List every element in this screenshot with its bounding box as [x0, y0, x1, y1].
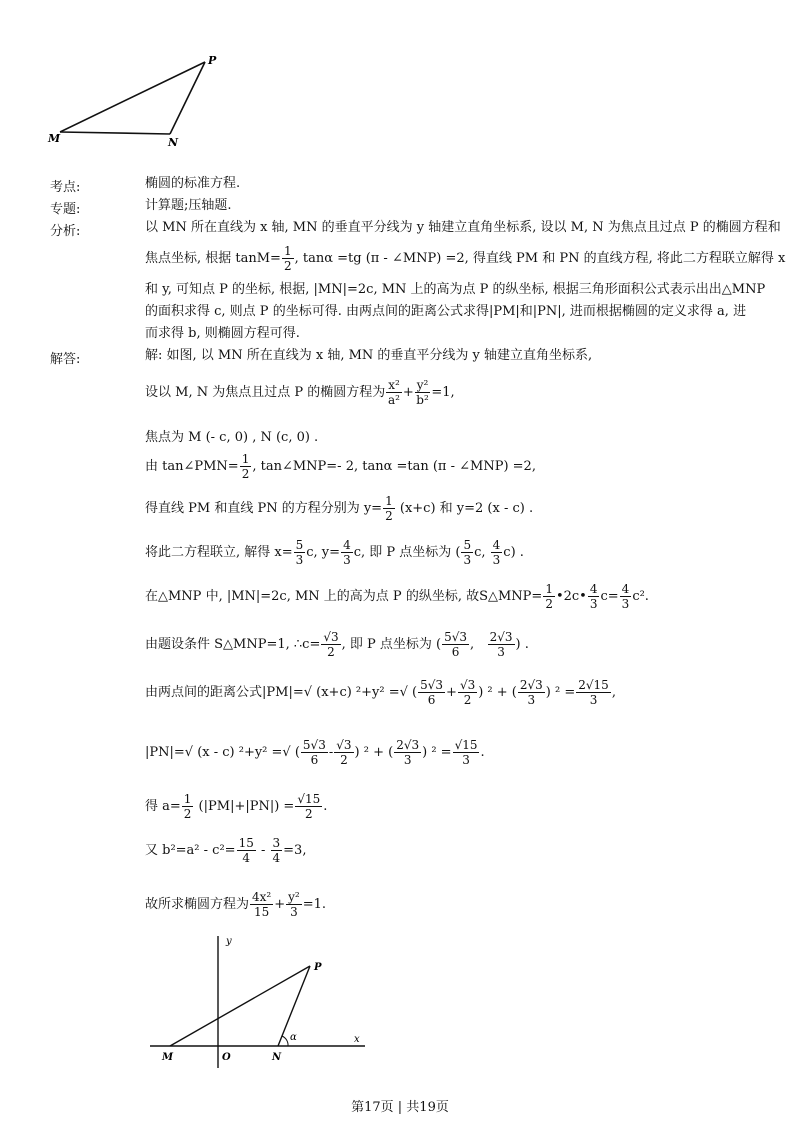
side-mn [60, 132, 170, 134]
solution-line-10: |PN|=√ (x - c) ²+y² =√ ( $\frac{5√3}{6}$ - $\frac{√3}{2}$ ) ² + ( $\frac{2√3}{3}$ ) ² = $\frac{√15}{3}$ . [145, 738, 485, 767]
frac-half: $\frac{1}{2}$ [283, 244, 292, 273]
analysis-line-3: 和 y, 可知点 P 的坐标, 根据, |MN|=2c, MN 上的高为点 P 的纵坐标, 根据三角形面积公式表示出出△MNP [145, 282, 766, 297]
label-n: N [272, 1052, 282, 1063]
solution-line-3: 焦点为 M (- c, 0) , N (c, 0) . [145, 430, 319, 445]
solution-line-8: 由题设条件 S△MNP=1, ∴c= $\frac{√3}{2}$ , 即 P 点坐标为 ( $\frac{5√3}{6}$ , $\frac{2√3}{3}$ ) . [145, 630, 529, 659]
label-alpha: α [290, 1032, 297, 1043]
label-p: P [208, 54, 217, 67]
label-n: N [168, 136, 179, 149]
label-zhuanti: 专题: [50, 202, 81, 217]
side-np [170, 62, 205, 134]
page-footer: 第17页 | 共19页 [351, 1100, 449, 1115]
bottom-coordinate-figure [140, 928, 380, 1073]
label-jieda: 解答: [50, 352, 81, 367]
angle-arc [282, 1036, 288, 1046]
analysis-line-2 [145, 244, 785, 273]
label-fenxi: 分析: [50, 224, 81, 239]
label-kaodian: 考点: [50, 180, 81, 195]
analysis-line-1: 以 MN 所在直线为 x 轴, MN 的垂直平分线为 y 轴建立直角坐标系, 设以 M, N 为焦点且过点 P 的椭圆方程和 [145, 220, 781, 235]
analysis-line-4: 的面积求得 c, 则点 P 的坐标可得. 由两点间的距离公式求得|PM|和|PN|, 进而根据椭圆的定义求得 a, 进 [145, 304, 747, 319]
label-x: x [354, 1034, 360, 1045]
label-m: M [48, 132, 61, 145]
analysis-l2a: 焦点坐标, 根据 tanM= [145, 251, 281, 266]
solution-line-1: 解: 如图, 以 MN 所在直线为 x 轴, MN 的垂直平分线为 y 轴建立直角坐标系, [145, 348, 593, 363]
top-triangle-figure [40, 50, 240, 150]
solution-line-6: 将此二方程联立, 解得 x= $\frac{5}{3}$ c, y= $\frac{4}{3}$ c, 即 P 点坐标为 ( $\frac{5}{3}$ c, $\frac{4}{3}$ c) . [145, 538, 524, 567]
solution-line-13: 故所求椭圆方程为 $\frac{\text{4x²}}{15}$ + $\frac{\text{y²}}{3}$ =1. [145, 890, 327, 919]
zhuanti-text: 计算题;压轴题. [145, 198, 232, 213]
label-p: P [314, 962, 322, 973]
solution-line-2: 设以 M, N 为焦点且过点 P 的椭圆方程为 $\frac{\text{x²}}{\text{a²}}$ + $\frac{\text{y²}}{\text{b²}}$ =1, [145, 378, 455, 407]
solution-line-11: 得 a= $\frac{1}{2}$ (|PM|+|PN|) = $\frac{√15}{2}$ . [145, 792, 328, 821]
solution-line-12: 又 b²=a² - c²= $\frac{15}{4}$ - $\frac{3}{4}$ =3, [145, 836, 307, 865]
label-y: y [226, 936, 232, 947]
label-m: M [162, 1052, 174, 1063]
analysis-l2b: , tanα =tg (π - ∠MNP) =2, 得直线 PM 和 PN 的直线方程, 将此二方程联立解得 x [294, 251, 786, 266]
analysis-line-5: 而求得 b, 则椭圆方程可得. [145, 326, 300, 341]
kaodian-text: 椭圆的标准方程. [145, 176, 241, 191]
side-mp [60, 62, 205, 132]
solution-line-7: 在△MNP 中, |MN|=2c, MN 上的高为点 P 的纵坐标, 故S△MNP= $\frac{1}{2}$ •2c• $\frac{4}{3}$ c= $\frac{4}{3}$ c². [145, 582, 649, 611]
solution-line-9: 由两点间的距离公式|PM|=√ (x+c) ²+y² =√ ( $\frac{5√3}{6}$ + $\frac{√3}{2}$ ) ² + ( $\frac{2√3}{3}$ ) ² = $\frac{2√15}{3}$ , [145, 678, 616, 707]
line-mp [170, 966, 310, 1046]
solution-line-5: 得直线 PM 和直线 PN 的方程分别为 y= $\frac{1}{2}$ (x+c) 和 y=2 (x - c) . [145, 494, 534, 523]
label-o: O [222, 1052, 231, 1063]
solution-line-4: 由 tan∠PMN= $\frac{1}{2}$ , tan∠MNP=- 2, tanα =tan (π - ∠MNP) =2, [145, 452, 536, 481]
